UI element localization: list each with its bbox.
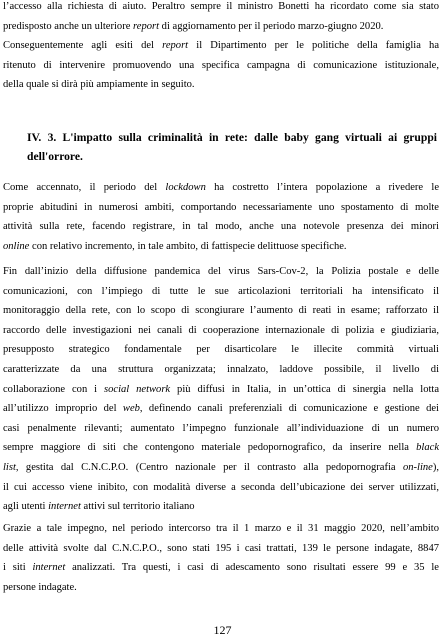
text-line: comunicazioni, con l’impiego di tutte le sue articolazioni territoriali ha intensificato il xyxy=(3,285,439,297)
paragraph-3 xyxy=(3,519,439,597)
text-line: list, gestita dal C.N.C.P.O. (Centro nazionale per il contrasto alla pedopornografia on-line), xyxy=(3,461,439,473)
text-line: Grazie a tale impegno, nel periodo intercorso tra il 1 marzo e il 31 maggio 2020, nell’ambito xyxy=(3,523,439,534)
text-line: attività sulla rete, facendo registrare, in tal modo, anche una notevole presenza dei minori xyxy=(3,221,439,233)
text-line: predisposto anche un ulteriore report di aggiornamento per il periodo marzo-giugno 2020. xyxy=(3,20,384,32)
text-line: caratterizzate da una struttura organizzata; innalzato, laddove possibile, il livello di xyxy=(3,363,439,375)
text-line: collaborazione con i social network più diffusi in Italia, in un’ottica di sinergia nella lotta xyxy=(3,383,439,395)
text-line: i siti internet analizzati. Tra questi, i casi di adescamento sono risultati essere 99 e 35 le xyxy=(3,562,439,574)
text-line: persone indagate. xyxy=(3,581,77,593)
paragraph-1 xyxy=(3,178,439,256)
text-line: Fin dall’inizio della diffusione pandemica del virus Sars-Cov-2, la Polizia postale e delle xyxy=(3,266,439,277)
text-line: ritenuto di intervenire promuovendo una specifica campagna di comunicazione istituzionale, xyxy=(3,59,439,71)
text-line: all’utilizzo improprio del web, definendo canali preferenziali di comunicazione e gestione dei xyxy=(3,403,439,415)
heading-line: dell'orrore. xyxy=(27,150,83,163)
paragraph-intro xyxy=(3,0,439,95)
text-line: l’accesso alla richiesta di aiuto. Peraltro sempre il ministro Bonetti ha ricordato come sia stato xyxy=(3,1,439,12)
text-line: il cui accesso viene inibito, con modalità diverse a seconda dell’ubicazione dei server utilizzati, xyxy=(3,481,439,493)
text-line: agli utenti internet attivi sul territorio italiano xyxy=(3,501,195,513)
text-line: monitoraggio della rete, con lo scopo di scongiurare l’aumento di reati in esame; rafforzato il xyxy=(3,305,439,317)
paragraph-2 xyxy=(3,262,439,517)
text-line: delle attività svolte dal C.N.C.P.O., sono stati 195 i casi trattati, 139 le persone indagate, 8847 xyxy=(3,542,439,554)
text-line: Conseguentemente agli esiti del report il Dipartimento per le politiche della famiglia ha xyxy=(3,40,439,52)
heading-line: IV. 3. L'impatto sulla criminalità in rete: dalle baby gang virtuali ai gruppi xyxy=(27,131,437,144)
text-line: presupposto strategico fondamentale per disarticolare le illecite commità virtuali xyxy=(3,344,439,356)
page-number: 127 xyxy=(213,623,232,637)
section-heading xyxy=(3,128,439,166)
text-line: online con relativo incremento, in tale ambito, di fattispecie delittuose specifiche. xyxy=(3,240,347,252)
text-line: proprie abitudini in numerosi ambiti, comportando necessariamente uno spostamento di molte xyxy=(3,201,439,213)
text-line: raccordo delle investigazioni nei canali di cooperazione internazionale di polizia e giudiziaria, xyxy=(3,324,439,336)
text-line: Come accennato, il periodo del lockdown ha costretto l’intera popolazione a rivedere le xyxy=(3,182,439,193)
text-line: sempre maggiore di siti che contengono materiale pedopornografico, da inserire nella black xyxy=(3,442,439,454)
text-line: casi penalmente rilevanti; aumentato l’impegno funzionale all’individuazione di un numero xyxy=(3,422,439,434)
text-line: della quale si dirà più ampiamente in seguito. xyxy=(3,79,195,91)
